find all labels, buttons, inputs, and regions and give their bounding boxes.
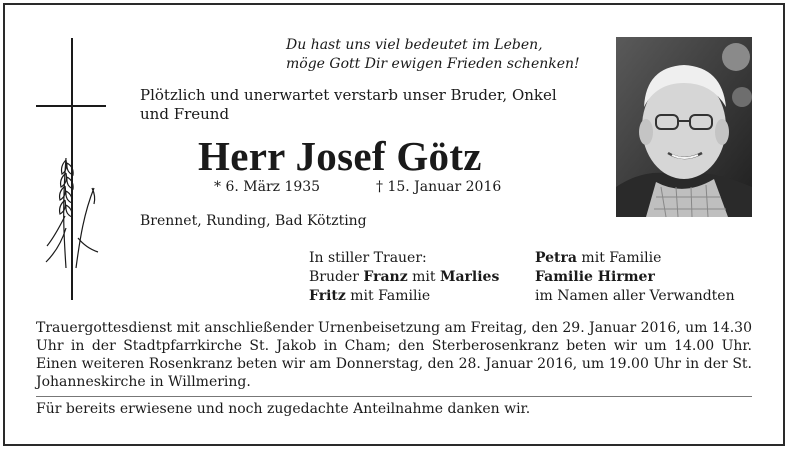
deceased-name: Herr Josef Götz [198,133,482,179]
intro-line-2: und Freund [140,105,230,123]
birth-date: * 6. März 1935 [214,179,321,195]
motto-line-2: möge Gott Dir ewigen Frieden schenken! [286,56,580,72]
motto-line-1: Du hast uns viel bedeutet im Leben, [286,37,543,53]
motto [286,36,580,74]
intro-line-1: Plötzlich und unerwartet verstarb unser Bruder, Onkel [140,86,557,104]
mourner-name: Fritz [309,288,346,304]
mourner-relation: Bruder [309,269,364,285]
mourners-right [535,249,735,306]
mourners-left-line-1: In stiller Trauer: [309,250,427,266]
divider [36,396,752,397]
service-details: Trauergottesdienst mit anschließender Urnenbeisetzung am Freitag, den 29. Januar 2016, um 14.30 Uhr in der Stadtpfarrkirche St. Jakob in Cham; den Sterberosenkranz beten wir um 14.00 Uhr. Einen weiteren Rosenkranz beten wir am Donnerstag, den 28. Januar 2016, um 19.00 Uhr in der St. Johanneskirche in Willmering. [36,320,752,390]
mourner-suffix: mit Familie [576,250,662,266]
mourners-right-line-1 [535,249,735,268]
mourners-right-line-2 [535,268,735,287]
mourners-left [309,249,499,306]
mourner-name: Petra [535,250,577,266]
mourners-left-line-3 [309,287,499,306]
thanks-text: Für bereits erwiesene und noch zugedachte Anteilnahme danken wir. [36,401,531,417]
intro-text [140,86,557,124]
portrait-photo [616,37,752,217]
mourner-connector: mit [407,269,440,285]
places: Brennet, Runding, Bad Kötzting [140,213,367,229]
mourners-left-line-2 [309,268,499,287]
mourner-suffix: mit Familie [345,288,431,304]
mourner-name: Marlies [439,269,500,285]
mourner-name: Franz [363,269,408,285]
mourners-right-line-3: im Namen aller Verwandten [535,288,735,304]
death-date: † 15. Januar 2016 [376,179,502,195]
cross-with-wheat-icon [36,38,108,303]
mourner-family: Familie Hirmer [535,269,655,285]
